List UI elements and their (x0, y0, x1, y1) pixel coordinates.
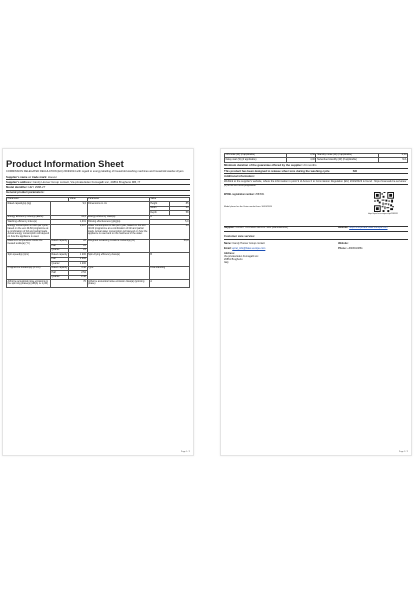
address-block (224, 252, 408, 264)
param-value-right: 5,0 (149, 220, 189, 224)
footnote: (a) for the eco 40-60 programme. (224, 184, 257, 187)
param-label-right: Spin-drying efficiency class(a) (87, 253, 149, 266)
sub-label: Half (50, 257, 68, 261)
param-label: Off-mode (W) (if applicable) (225, 154, 287, 158)
sub-value: 3:48 (69, 266, 87, 270)
param-value: 41,6 (50, 215, 87, 219)
param-value-right: N/A (378, 158, 407, 162)
param-label-right: Dimensions in cm (87, 202, 149, 215)
param-label: Maximum temperature inside the treated textile(a) (°C) (7, 240, 51, 253)
supplier-label: Supplier: (224, 226, 235, 230)
website-label: Website: (338, 226, 349, 230)
param-label: Washing efficiency index(a) (7, 220, 51, 224)
column-header: Value (149, 197, 189, 201)
supplier-name-value: Hoover (47, 174, 57, 179)
sub-value: 1 200 (69, 262, 87, 266)
eprel-number: 2583531 (255, 193, 265, 196)
sub-label: Width (149, 206, 169, 210)
silver-ions-value: NO (352, 168, 357, 173)
param-label: Airborne acoustical noise emissions in the spinning phase(a) (dB(A) re 1 pW) (7, 280, 51, 287)
supplier-website-link[interactable]: https://corporate.haier-europe.com (349, 226, 388, 230)
sub-value: 85 (169, 202, 189, 206)
name-label: Name: (224, 242, 232, 246)
sub-label: Height (149, 202, 169, 206)
document-page-2 (220, 148, 412, 456)
guarantee-value: 24 months (303, 163, 317, 168)
general-params-heading: General product parameters: (6, 191, 190, 196)
eprel-block (224, 194, 408, 224)
document-page-1 (2, 148, 194, 456)
param-label: Energy Efficiency Index(a) (EEIw) (7, 215, 51, 219)
param-value-right: Free-standing (149, 266, 189, 279)
silver-ions-label: This product has been designed to release silver ions during the washing cycle (224, 168, 330, 173)
sub-value: 60 (169, 206, 189, 210)
param-value-right: 44 (149, 224, 189, 239)
sub-label: Quarter (50, 248, 68, 252)
eprel-note: Model placed on the Union market from: 30/03/2026 (224, 205, 272, 208)
sub-label: Rated capacity (51, 252, 68, 256)
param-value: 70 (50, 280, 87, 287)
additional-info-heading: Additional information: (224, 174, 408, 179)
supplier-row (224, 226, 408, 232)
sub-label: Rated capacity (51, 266, 68, 270)
additional-info-text: Weblink to the supplier's website, where the information in point 9 of Annex II to Commission Regulation (EU) 2019/2023 is found : https://manuals.he.services/ (224, 180, 407, 184)
sub-value: 1 200 (69, 253, 87, 257)
table-row (7, 224, 190, 239)
param-label: Spin speed(a) (rpm) (7, 253, 51, 266)
param-label: Programme duration(a) (h:min) (7, 266, 51, 279)
param-label-right: Energy efficiency class(a) (87, 215, 149, 219)
phone-value: +3903910861 (347, 247, 363, 251)
address-value: Via privata Eden Fumagalli snc 20861 Brugherio Italy (224, 255, 259, 265)
model-label: Model identifier: (6, 184, 28, 189)
sub-value: 26 (69, 244, 87, 248)
regulation-text: COMMISSION DELEGATED REGULATION (EU) 2019/2014 with regard to energy labelling of household washing machines and household washer-dryers (6, 170, 184, 173)
sub-value: 1 200 (69, 257, 87, 261)
guarantee-label: Minimum duration of the guarantee offered by the supplier: (224, 163, 303, 168)
sub-value: 28 (69, 240, 87, 244)
param-label-right: Rinsing effectiveness (g/kg)(a) (87, 220, 149, 224)
param-label-right: Type (87, 266, 149, 279)
qr-caption: https://eprel.ec.europa.eu/qr/2583531 (368, 212, 398, 215)
page-title: Product Information Sheet (6, 158, 124, 169)
param-value-right: 53,9 (149, 240, 189, 253)
address-label: Address: (224, 252, 235, 256)
column-header: Value (69, 197, 87, 201)
power-table (224, 153, 408, 163)
param-value-right: A (149, 215, 189, 219)
sub-label: Rated capacity (51, 239, 68, 243)
model-value: HEY 2988-2T (28, 184, 46, 189)
phone-label: Phone: (338, 247, 347, 251)
customer-care-row-2 (224, 247, 408, 250)
table-row (7, 266, 190, 270)
sub-label: Quarter (50, 275, 68, 279)
param-label-right: Water consumption in litre per cycle, based on the eco 40-60 programme at a combination of full and partial loads. Actual water consumption will depend on how the appliance is used and on the hardness of the water. (87, 224, 149, 239)
param-value: 1,031 (50, 220, 87, 224)
name-value: Candy Hoover Group contact (232, 242, 265, 246)
param-label-right: Networked standby (W) (if applicable) (316, 158, 378, 162)
table-row (7, 253, 190, 257)
param-value: 0,397 (50, 224, 87, 239)
eprel-label: EPREL registration number: (224, 193, 255, 196)
customer-care-row-1 (224, 242, 408, 245)
customer-care-heading: Customer care service: (224, 235, 408, 240)
sub-label: Quarter (50, 262, 68, 266)
sub-value: 25 (69, 248, 87, 252)
param-label-right: Standby mode (W) (if applicable) (316, 154, 378, 158)
supplier-name-label: Supplier's name or trade mark: (6, 174, 48, 179)
email-link[interactable]: eprel_info@haier-europe.com (232, 247, 266, 251)
table-row (225, 158, 408, 162)
sub-value: 58 (169, 211, 189, 215)
column-header: Parameter (87, 197, 149, 201)
param-value-right: 0,50 (378, 154, 407, 158)
param-label: Rated capacity(a) (kg) (7, 202, 51, 215)
param-label: Delay start (W) (if applicable) (225, 158, 287, 162)
sub-label: Depth (149, 211, 169, 215)
table-row (7, 280, 190, 287)
params-table (6, 197, 190, 288)
param-value-right: A (149, 280, 189, 287)
email-label: Email: (224, 247, 232, 251)
sub-label: Half (50, 271, 68, 275)
param-value: 4,00 (287, 158, 316, 162)
param-value: 9,0 (50, 202, 87, 215)
sub-label: Half (50, 244, 68, 248)
supplier-value: CANDY HOOVER GROUP SRL (Manufacturer) (235, 226, 289, 230)
page-number: Page 2 / 2 (398, 451, 408, 453)
param-label-right: Weighted remaining moisture content(a) (%) (87, 240, 149, 253)
sub-value: 2:48 (69, 275, 87, 279)
column-header: Parameter (7, 197, 69, 201)
table-row (7, 240, 190, 244)
sub-value: 2:52 (69, 271, 87, 275)
supplier-address-label: Supplier's address: (6, 179, 32, 184)
page-number: Page 1 / 2 (180, 451, 190, 453)
param-label-right: Airborne acoustical noise emission class(a) (spinning phase) (87, 280, 149, 287)
param-label: Energy consumption in kWh per cycle, based on the eco 40-60 programme at a combination of full and partial loads. Actual energy consumption will depend on how the appliance is used. (7, 224, 50, 238)
param-value: 0,50 (287, 154, 316, 158)
cs-website-label: Website: (338, 242, 349, 246)
qr-code-icon (374, 192, 394, 212)
param-value-right: B (149, 253, 189, 266)
supplier-address-value: Candy Hoover Group contact, Via privata Eden Fumagalli snc, 20861 Brugherio MB, IT (32, 179, 141, 184)
